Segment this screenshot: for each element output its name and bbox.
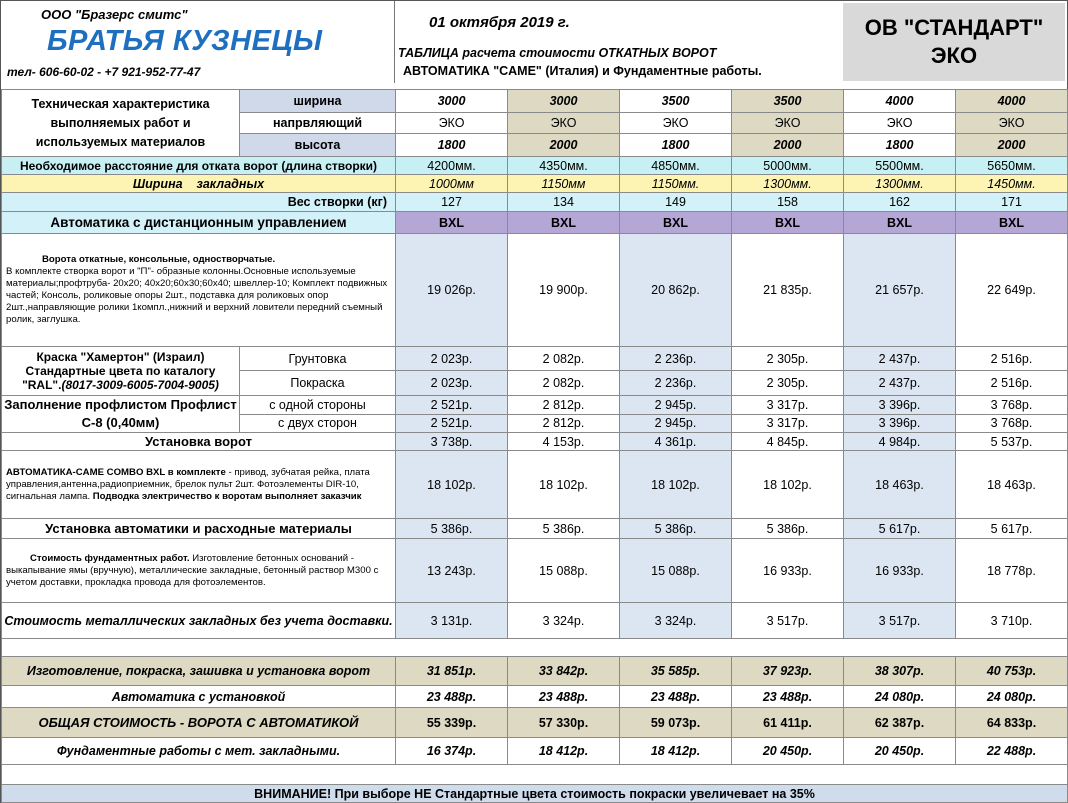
embed-width-cell: 1000мм [396, 175, 508, 193]
painting-price: 2 437р. [844, 371, 956, 396]
model-badge [843, 3, 1065, 81]
sum-gate-label: Изготовление, покраска, зашивка и установка ворот [2, 657, 396, 686]
install-gate-label: Установка ворот [2, 433, 396, 451]
height-label: высота [240, 134, 396, 157]
table-row [2, 785, 1068, 803]
total-price: 62 387р. [844, 708, 956, 738]
sum-auto: 23 488р. [732, 686, 844, 708]
painting-price: 2 305р. [732, 371, 844, 396]
automation-cell: BXL [956, 212, 1068, 234]
two-side-price: 2 812р. [508, 414, 620, 433]
table-row [2, 451, 1068, 519]
primer-price: 2 023р. [396, 347, 508, 371]
brand-logo-text: БРАТЬЯ КУЗНЕЦЫ [47, 25, 323, 57]
total-label: ОБЩАЯ СТОИМОСТЬ - ВОРОТА С АВТОМАТИКОЙ [2, 708, 396, 738]
one-side-label: с одной стороны [240, 396, 396, 415]
embed-price: 3 517р. [732, 603, 844, 639]
embed-price: 3 710р. [956, 603, 1068, 639]
automation-install-price: 5 386р. [620, 519, 732, 539]
guide-cell: ЭКО [620, 113, 732, 134]
embed-width-cell: 1150мм [508, 175, 620, 193]
table-row [2, 657, 1068, 686]
table-row [2, 639, 1068, 657]
one-side-price: 2 812р. [508, 396, 620, 415]
total-price: 64 833р. [956, 708, 1068, 738]
automation-install-price: 5 617р. [956, 519, 1068, 539]
primer-price: 2 082р. [508, 347, 620, 371]
automation-price: 18 463р. [844, 451, 956, 519]
two-side-price: 3 396р. [844, 414, 956, 433]
primer-price: 2 236р. [620, 347, 732, 371]
weight-cell: 162 [844, 193, 956, 212]
automation-price: 18 102р. [396, 451, 508, 519]
foundation-total: 20 450р. [732, 738, 844, 765]
automation-install-price: 5 386р. [396, 519, 508, 539]
automation-install-price: 5 617р. [844, 519, 956, 539]
width-cell: 4000 [844, 90, 956, 113]
gate-price: 20 862р. [620, 234, 732, 347]
table-row [2, 603, 1068, 639]
automation-price: 18 102р. [732, 451, 844, 519]
gate-price: 21 835р. [732, 234, 844, 347]
two-side-price: 2 521р. [396, 414, 508, 433]
sum-auto: 23 488р. [508, 686, 620, 708]
table-row [2, 539, 1068, 603]
model-badge-line1: ОВ "СТАНДАРТ" [864, 15, 1044, 40]
install-gate-price: 4 361р. [620, 433, 732, 451]
sum-auto: 23 488р. [620, 686, 732, 708]
sum-gate: 35 585р. [620, 657, 732, 686]
table-row [2, 347, 1068, 371]
notice-banner: ВНИМАНИЕ! При выборе НЕ Стандартные цвета стоимость покраски увеличевает на 35% [2, 785, 1068, 803]
spacer-row [2, 765, 1068, 785]
primer-label: Грунтовка [240, 347, 396, 371]
foundation-price: 13 243р. [396, 539, 508, 603]
weight-cell: 127 [396, 193, 508, 212]
install-gate-price: 4 153р. [508, 433, 620, 451]
foundation-total: 20 450р. [844, 738, 956, 765]
install-gate-price: 4 845р. [732, 433, 844, 451]
total-price: 61 411р. [732, 708, 844, 738]
distance-cell: 5000мм. [732, 157, 844, 175]
foundation-price: 18 778р. [956, 539, 1068, 603]
primer-price: 2 516р. [956, 347, 1068, 371]
automation-price: 18 102р. [508, 451, 620, 519]
one-side-price: 2 945р. [620, 396, 732, 415]
guide-cell: ЭКО [956, 113, 1068, 134]
foundation-total-label: Фундаментные работы с мет. закладными. [2, 738, 396, 765]
width-cell: 4000 [956, 90, 1068, 113]
foundation-price: 16 933р. [732, 539, 844, 603]
height-cell: 2000 [956, 134, 1068, 157]
automation-description-body: - привод, зубчатая рейка, плата управления,антенна,радиоприемник, брелок пульт 2шт. Фотоэлементы DIR-10, сигнальная лампа. [6, 466, 370, 502]
table-row [2, 708, 1068, 738]
guide-cell: ЭКО [396, 113, 508, 134]
embed-width-cell: 1450мм. [956, 175, 1068, 193]
automation-description-title: АВТОМАТИКА-CAME COMBO BXL в комплекте [6, 466, 226, 478]
primer-price: 2 437р. [844, 347, 956, 371]
company-name: ООО "Бразерс смитс" [41, 7, 188, 22]
foundation-total: 22 488р. [956, 738, 1068, 765]
embed-price: 3 324р. [508, 603, 620, 639]
two-side-label: с двух сторон [240, 414, 396, 433]
automation-install-label: Установка автоматики и расходные материалы [2, 519, 396, 539]
profile-label: Заполнение профлистом Профлист С-8 (0,40мм) [2, 396, 240, 433]
gate-price: 19 900р. [508, 234, 620, 347]
one-side-price: 3 768р. [956, 396, 1068, 415]
painting-price: 2 236р. [620, 371, 732, 396]
total-price: 59 073р. [620, 708, 732, 738]
width-label: ширина [240, 90, 396, 113]
tech-label: Техническая характеристика выполняемых работ и используемых материалов [2, 90, 240, 157]
automation-cell: BXL [732, 212, 844, 234]
height-cell: 1800 [844, 134, 956, 157]
guide-cell: ЭКО [508, 113, 620, 134]
paint-label-text: Краска "Хамертон" (Израил) Стандартные цвета по каталогу "RAL". [22, 350, 216, 392]
total-price: 57 330р. [508, 708, 620, 738]
phone-number: тел- 606-60-02 - +7 921-952-77-47 [7, 65, 201, 79]
gate-price: 19 026р. [396, 234, 508, 347]
two-side-price: 3 768р. [956, 414, 1068, 433]
install-gate-price: 5 537р. [956, 433, 1068, 451]
table-row [2, 175, 1068, 193]
gate-description [2, 234, 396, 347]
one-side-price: 3 317р. [732, 396, 844, 415]
height-cell: 1800 [620, 134, 732, 157]
foundation-description-body: Изготовление бетонных оснований - выкапывание ямы (вручную), металлические закладные, бетонный раствор М300 с учетом доставки, прокладка провода для фотоэлементов. [6, 552, 379, 588]
document-date: 01 октября 2019 г. [429, 14, 570, 31]
table-title: ТАБЛИЦА расчета стоимости ОТКАТНЫХ ВОРОТ [398, 46, 717, 60]
sum-auto: 24 080р. [956, 686, 1068, 708]
weight-cell: 158 [732, 193, 844, 212]
price-table [1, 89, 1068, 803]
weight-cell: 171 [956, 193, 1068, 212]
weight-cell: 134 [508, 193, 620, 212]
foundation-price: 15 088р. [508, 539, 620, 603]
table-subtitle: АВТОМАТИКА "CAME" (Италия) и Фундаментные работы. [403, 64, 762, 78]
gate-price: 22 649р. [956, 234, 1068, 347]
gate-description-title: Ворота откатные, консольные, одностворчатые. [42, 254, 276, 265]
width-cell: 3500 [620, 90, 732, 113]
weight-cell: 149 [620, 193, 732, 212]
automation-price: 18 102р. [620, 451, 732, 519]
embed-width-label: Ширина закладных [2, 175, 396, 193]
paint-codes: (8017-3009-6005-7004-9005) [61, 378, 219, 392]
automation-price: 18 463р. [956, 451, 1068, 519]
weight-label: Вес створки (кг) [2, 193, 396, 212]
sum-gate: 38 307р. [844, 657, 956, 686]
foundation-price: 16 933р. [844, 539, 956, 603]
height-cell: 1800 [396, 134, 508, 157]
painting-price: 2 516р. [956, 371, 1068, 396]
header [1, 1, 1067, 83]
gate-description-body: В комплекте створка ворот и "П"- образные колонны.Основные используемые материалы;профтруба- 20х20; 40х20;60х30;60х40; швеллер-10; Комплект подвижных частей; Консоль, роликовые опоры 2шт., подставка для роликовых опор 2шт.,направляющие ролики 1компл.,нижний и верхний ловители передний съемный ролик, заглушка. [6, 266, 388, 325]
foundation-price: 15 088р. [620, 539, 732, 603]
automation-cell: BXL [620, 212, 732, 234]
painting-label: Покраска [240, 371, 396, 396]
embed-width-cell: 1300мм. [844, 175, 956, 193]
height-cell: 2000 [732, 134, 844, 157]
automation-install-price: 5 386р. [732, 519, 844, 539]
table-row [2, 212, 1068, 234]
foundation-total: 16 374р. [396, 738, 508, 765]
sum-gate: 37 923р. [732, 657, 844, 686]
sum-auto: 23 488р. [396, 686, 508, 708]
guide-cell: ЭКО [732, 113, 844, 134]
divider [394, 1, 395, 83]
automation-description [2, 451, 396, 519]
automation-cell: BXL [396, 212, 508, 234]
foundation-total: 18 412р. [620, 738, 732, 765]
table-row [2, 90, 1068, 113]
one-side-price: 2 521р. [396, 396, 508, 415]
foundation-total: 18 412р. [508, 738, 620, 765]
distance-cell: 4350мм. [508, 157, 620, 175]
automation-install-price: 5 386р. [508, 519, 620, 539]
guide-label: напрвляющий [240, 113, 396, 134]
distance-label: Необходимое расстояние для отката ворот (длина створки) [2, 157, 396, 175]
painting-price: 2 082р. [508, 371, 620, 396]
automation-cell: BXL [844, 212, 956, 234]
automation-cell: BXL [508, 212, 620, 234]
table-row [2, 396, 1068, 415]
embed-price: 3 131р. [396, 603, 508, 639]
one-side-price: 3 396р. [844, 396, 956, 415]
width-cell: 3000 [396, 90, 508, 113]
gate-price: 21 657р. [844, 234, 956, 347]
sum-gate: 40 753р. [956, 657, 1068, 686]
primer-price: 2 305р. [732, 347, 844, 371]
automation-description-note: Подводка электричество к воротам выполняет заказчик [92, 490, 362, 502]
spacer-row [2, 639, 1068, 657]
width-cell: 3000 [508, 90, 620, 113]
sum-gate: 33 842р. [508, 657, 620, 686]
two-side-price: 2 945р. [620, 414, 732, 433]
table-row [2, 157, 1068, 175]
painting-price: 2 023р. [396, 371, 508, 396]
sum-gate: 31 851р. [396, 657, 508, 686]
table-row [2, 234, 1068, 347]
total-price: 55 339р. [396, 708, 508, 738]
table-row [2, 765, 1068, 785]
foundation-description-title: Стоимость фундаментных работ. [30, 552, 190, 564]
embed-width-cell: 1300мм. [732, 175, 844, 193]
width-cell: 3500 [732, 90, 844, 113]
paint-label [2, 347, 240, 396]
table-row [2, 738, 1068, 765]
foundation-description [2, 539, 396, 603]
distance-cell: 5500мм. [844, 157, 956, 175]
table-row [2, 433, 1068, 451]
table-row [2, 193, 1068, 212]
table-row [2, 519, 1068, 539]
sum-auto: 24 080р. [844, 686, 956, 708]
distance-cell: 4200мм. [396, 157, 508, 175]
guide-cell: ЭКО [844, 113, 956, 134]
embed-price: 3 324р. [620, 603, 732, 639]
two-side-price: 3 317р. [732, 414, 844, 433]
distance-cell: 5650мм. [956, 157, 1068, 175]
install-gate-price: 4 984р. [844, 433, 956, 451]
height-cell: 2000 [508, 134, 620, 157]
sum-auto-label: Автоматика с установкой [2, 686, 396, 708]
automation-label: Автоматика с дистанционным управлением [2, 212, 396, 234]
embed-price: 3 517р. [844, 603, 956, 639]
model-badge-line2: ЭКО [930, 43, 978, 68]
table-row [2, 686, 1068, 708]
distance-cell: 4850мм. [620, 157, 732, 175]
install-gate-price: 3 738р. [396, 433, 508, 451]
embed-label: Стоимость металлических закладных без учета доставки. [2, 603, 396, 639]
embed-width-cell: 1150мм. [620, 175, 732, 193]
